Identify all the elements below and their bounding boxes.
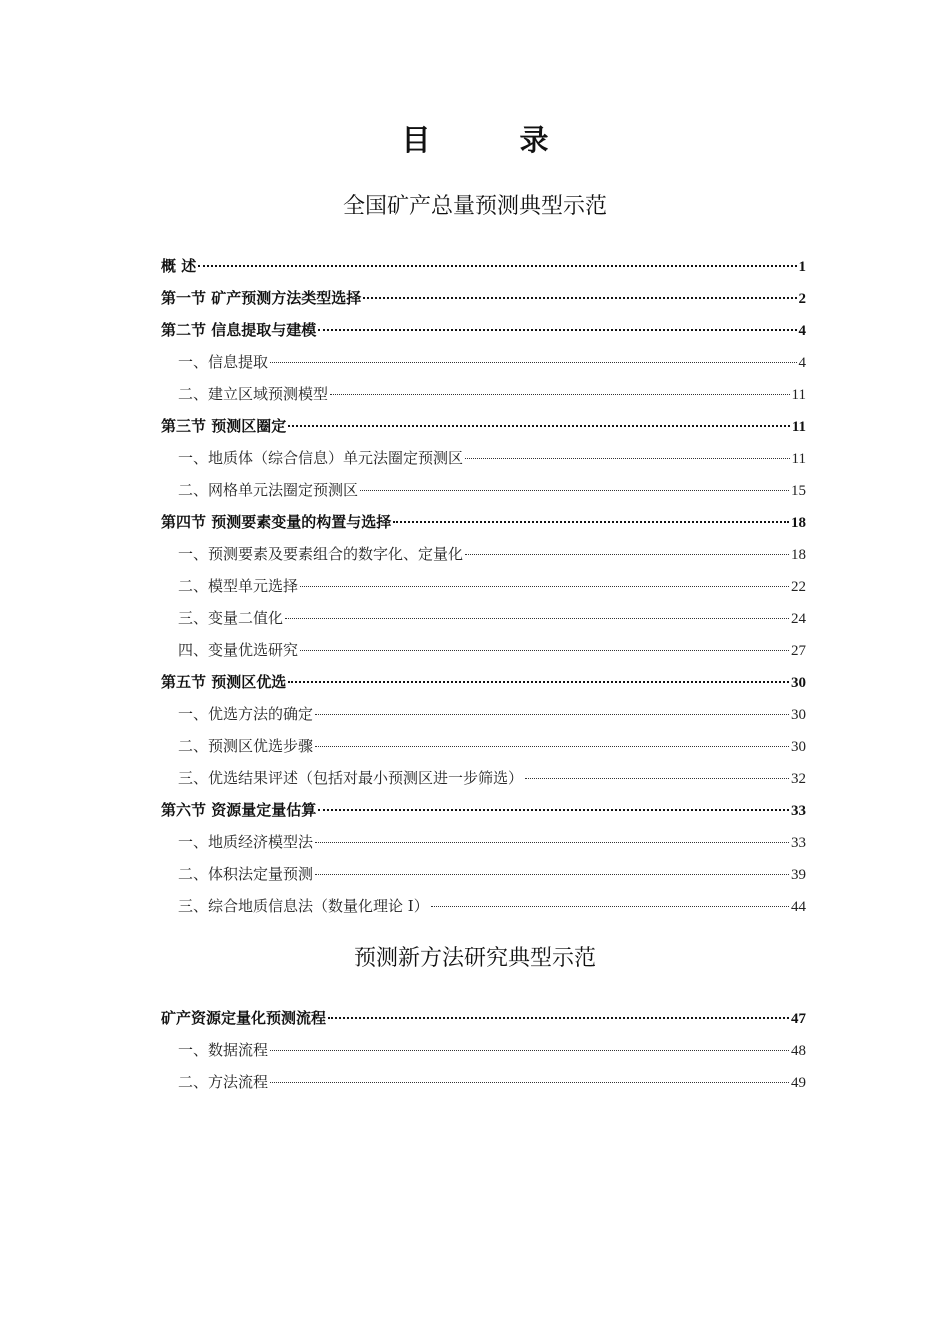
toc-page-number: 32 (791, 771, 806, 787)
toc-chapter-entry[interactable] (161, 284, 806, 316)
dot-leader (393, 521, 789, 523)
dot-leader (525, 778, 789, 779)
toc-entry-title: 一、预测要素及要素组合的数字化、定量化 (178, 545, 464, 563)
toc-entry-title: 三、变量二值化 (178, 609, 284, 627)
toc-chapter-entry[interactable] (161, 252, 806, 284)
dot-leader (300, 650, 789, 651)
dot-leader (288, 425, 790, 427)
dot-leader (318, 329, 796, 331)
toc-page-number: 33 (791, 803, 806, 819)
toc-subsection-entry[interactable] (161, 444, 806, 476)
toc-subsection-entry[interactable] (161, 700, 806, 732)
dot-leader (270, 1050, 789, 1051)
toc-list (161, 1004, 806, 1100)
toc-page-number: 4 (798, 323, 806, 339)
toc-page-number: 11 (791, 451, 806, 467)
toc-page-number: 48 (791, 1043, 806, 1059)
toc-entry-title: 二、预测区优选步骤 (178, 737, 314, 755)
toc-page-number: 33 (791, 835, 806, 851)
dot-leader (270, 362, 796, 363)
dot-leader (328, 1017, 789, 1019)
toc-subsection-entry[interactable] (161, 1068, 806, 1100)
toc-entry-title: 一、地质经济模型法 (178, 833, 314, 851)
toc-subsection-entry[interactable] (161, 380, 806, 412)
dot-leader (465, 458, 790, 459)
toc-entry-title: 二、模型单元选择 (178, 577, 299, 595)
dot-leader (318, 809, 789, 811)
dot-leader (431, 906, 789, 907)
toc-subsection-entry[interactable] (161, 476, 806, 508)
toc-page-number: 18 (791, 547, 806, 563)
toc-entry-title: 矿产资源定量化预测流程 (161, 1009, 327, 1027)
toc-entry-title: 第三节 预测区圈定 (161, 417, 287, 435)
toc-subsection-entry[interactable] (161, 732, 806, 764)
toc-subsection-entry[interactable] (161, 764, 806, 796)
toc-page-number: 39 (791, 867, 806, 883)
toc-chapter-entry[interactable] (161, 796, 806, 828)
toc-chapter-entry[interactable] (161, 412, 806, 444)
dot-leader (288, 681, 789, 683)
toc-subsection-entry[interactable] (161, 828, 806, 860)
dot-leader (198, 265, 796, 267)
toc-page-number: 24 (791, 611, 806, 627)
toc-page-number: 1 (798, 259, 806, 275)
toc-list (161, 252, 806, 924)
toc-subsection-entry[interactable] (161, 540, 806, 572)
toc-subsection-entry[interactable] (161, 604, 806, 636)
toc-page-number: 4 (798, 355, 806, 371)
dot-leader (315, 874, 789, 875)
toc-subsection-entry[interactable] (161, 860, 806, 892)
toc-entry-title: 一、数据流程 (178, 1041, 269, 1059)
toc-entry-title: 二、建立区域预测模型 (178, 385, 329, 403)
toc-entry-title: 二、网格单元法圈定预测区 (178, 481, 359, 499)
toc-entry-title: 第五节 预测区优选 (161, 673, 287, 691)
dot-leader (360, 490, 789, 491)
toc-entry-title: 一、优选方法的确定 (178, 705, 314, 723)
toc-page-number: 11 (791, 419, 806, 435)
dot-leader (330, 394, 790, 395)
page-title: 目 录 (401, 123, 579, 157)
toc-chapter-entry[interactable] (161, 1004, 806, 1036)
dot-leader (315, 746, 789, 747)
toc-page-number: 11 (791, 387, 806, 403)
dot-leader (465, 554, 789, 555)
toc-entry-title: 第六节 资源量定量估算 (161, 801, 317, 819)
dot-leader (285, 618, 789, 619)
toc-entry-title: 三、优选结果评述（包括对最小预测区进一步筛选） (178, 769, 524, 787)
toc-entry-title: 二、体积法定量预测 (178, 865, 314, 883)
toc-subsection-entry[interactable] (161, 1036, 806, 1068)
dot-leader (315, 714, 789, 715)
toc-entry-title: 概 述 (161, 257, 197, 275)
toc-chapter-entry[interactable] (161, 668, 806, 700)
toc-subsection-entry[interactable] (161, 572, 806, 604)
toc-subsection-entry[interactable] (161, 636, 806, 668)
toc-entry-title: 四、变量优选研究 (178, 641, 299, 659)
dot-leader (270, 1082, 789, 1083)
dot-leader (363, 297, 796, 299)
toc-page-number: 15 (791, 483, 806, 499)
dot-leader (315, 842, 789, 843)
toc-entry-title: 二、方法流程 (178, 1073, 269, 1091)
toc-subsection-entry[interactable] (161, 892, 806, 924)
section-title: 预测新方法研究典型示范 (353, 946, 596, 971)
toc-entry-title: 一、信息提取 (178, 353, 269, 371)
toc-page-number: 18 (791, 515, 806, 531)
toc-chapter-entry[interactable] (161, 508, 806, 540)
toc-page-number: 49 (791, 1075, 806, 1091)
toc-entry-title: 第四节 预测要素变量的构置与选择 (161, 513, 392, 531)
dot-leader (300, 586, 789, 587)
toc-page-number: 22 (791, 579, 806, 595)
toc-subsection-entry[interactable] (161, 348, 806, 380)
toc-page-number: 47 (791, 1011, 806, 1027)
toc-entry-title: 第二节 信息提取与建模 (161, 321, 317, 339)
toc-chapter-entry[interactable] (161, 316, 806, 348)
toc-page-number: 30 (791, 707, 806, 723)
toc-page-number: 30 (791, 675, 806, 691)
toc-page-number: 44 (791, 899, 806, 915)
toc-page-number: 30 (791, 739, 806, 755)
section-title: 全国矿产总量预测典型示范 (342, 194, 607, 219)
toc-entry-title: 一、地质体（综合信息）单元法圈定预测区 (178, 449, 464, 467)
toc-entry-title: 第一节 矿产预测方法类型选择 (161, 289, 362, 307)
toc-page-number: 2 (798, 291, 806, 307)
toc-entry-title: 三、综合地质信息法（数量化理论 I） (178, 897, 429, 915)
toc-page-number: 27 (791, 643, 806, 659)
